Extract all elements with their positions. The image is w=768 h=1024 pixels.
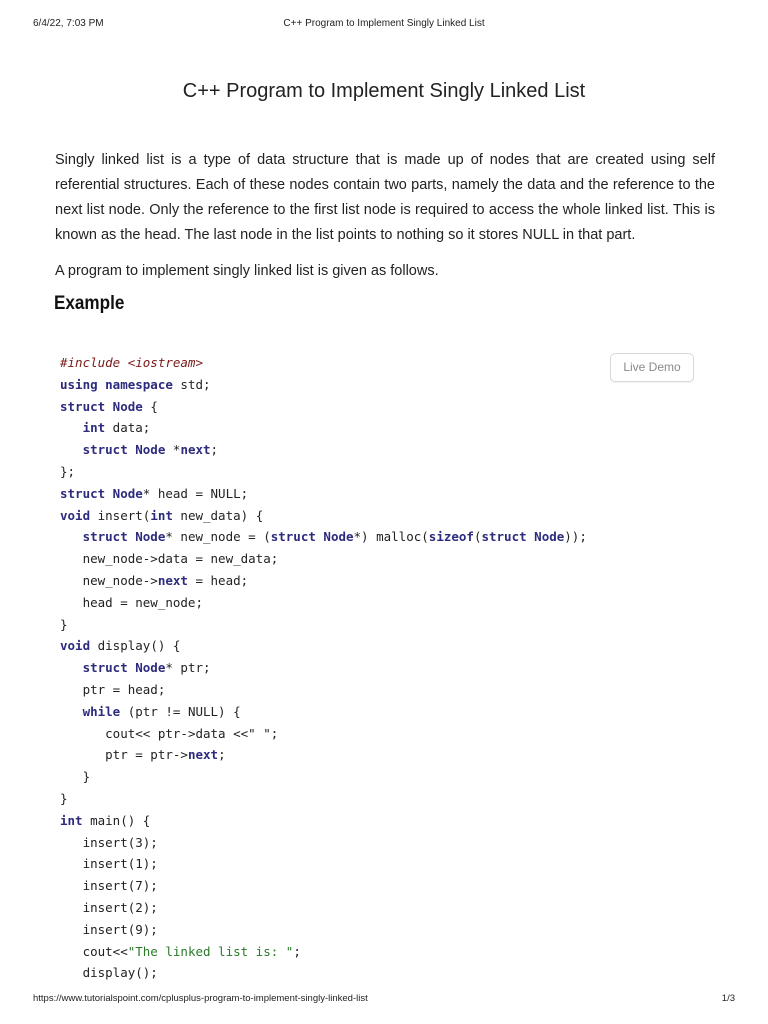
code-token: while: [82, 703, 121, 719]
code-line: [60, 548, 587, 570]
live-demo-button[interactable]: Live Demo: [610, 353, 694, 382]
code-line: [60, 396, 587, 418]
code-token: next: [157, 572, 188, 588]
code-token: int: [150, 507, 173, 523]
code-token: next: [180, 442, 211, 458]
print-datetime: 6/4/22, 7:03 PM: [33, 18, 104, 29]
code-token: ;: [218, 747, 226, 763]
code-line: [60, 352, 587, 374]
code-token: next: [187, 747, 219, 763]
code-line: [60, 897, 587, 919]
code-token: void: [60, 507, 91, 523]
print-title: C++ Program to Implement Singly Linked List: [283, 18, 485, 29]
code-token: insert(1);: [82, 856, 158, 872]
code-token: struct Node: [82, 529, 166, 545]
code-line: [60, 461, 587, 483]
code-line: [60, 962, 587, 984]
code-token: struct Node: [82, 660, 166, 676]
code-token: = head;: [187, 572, 249, 588]
code-line: [60, 832, 587, 854]
print-header: [33, 18, 735, 32]
print-footer: [33, 993, 735, 1007]
code-token: #include <iostream>: [60, 355, 203, 370]
code-line: [60, 853, 587, 875]
code-line: [60, 723, 587, 745]
code-line: [60, 374, 587, 396]
code-token: head = new_node;: [82, 594, 203, 610]
code-token: insert(2);: [82, 899, 158, 915]
code-line: [60, 439, 587, 461]
code-line: [60, 592, 587, 614]
code-line: [60, 744, 587, 766]
code-token: data;: [105, 420, 151, 436]
code-token: insert(3);: [82, 834, 158, 850]
code-token: int: [60, 812, 83, 828]
page-number: 1/3: [721, 993, 735, 1004]
code-token: * ptr;: [165, 660, 211, 676]
code-token: int: [82, 420, 106, 436]
code-line: [60, 483, 587, 505]
code-token: ;: [293, 943, 301, 959]
code-token: using namespace: [60, 376, 173, 392]
example-heading: Example: [54, 293, 125, 314]
code-token: new_node->data = new_data;: [82, 551, 279, 567]
code-token: void: [60, 638, 91, 654]
code-token: *: [165, 442, 181, 458]
code-line: [60, 810, 587, 832]
code-token: insert(9);: [82, 921, 158, 937]
code-token: std;: [172, 376, 211, 392]
code-token: display() {: [90, 638, 181, 654]
code-line: [60, 526, 587, 548]
code-token: struct Node: [481, 529, 565, 545]
code-token: main() {: [82, 812, 151, 828]
code-line: [60, 788, 587, 810]
code-token: struct Node: [270, 529, 354, 545]
page-title: C++ Program to Implement Singly Linked List: [182, 80, 586, 102]
code-line: [60, 941, 587, 963]
code-line: [60, 614, 587, 636]
code-token: sizeof: [428, 529, 474, 545]
code-token: "The linked list is: ": [127, 943, 294, 959]
code-line: [60, 701, 587, 723]
intro-paragraph: Singly linked list is a type of data structure that is made up of nodes that are created using self referential structures. Each of these nodes contain two parts, namely the data and the reference to the next list node. Only the reference to the first list node is required to access the whole linked list. This is known as the head. The last node in the list points to nothing so it stores NULL in that part.: [55, 152, 715, 243]
code-token: ptr = ptr->: [105, 747, 188, 763]
code-token: ;: [210, 442, 219, 458]
code-token: " ": [248, 725, 271, 741]
intro-paragraph-2: A program to implement singly linked list is given as follows.: [55, 263, 439, 279]
code-token: (ptr != NULL) {: [120, 703, 241, 719]
code-line: [60, 919, 587, 941]
code-token: (: [473, 529, 482, 545]
code-token: cout<< ptr->data <<: [105, 725, 249, 741]
code-block: [60, 352, 587, 984]
code-line: [60, 875, 587, 897]
code-token: };: [60, 463, 76, 479]
code-token: * new_node = (: [165, 529, 271, 545]
code-line: [60, 417, 587, 439]
code-token: }: [82, 769, 91, 785]
code-token: struct Node: [60, 398, 143, 414]
code-token: ));: [564, 529, 587, 545]
code-token: ;: [270, 725, 279, 741]
code-line: [60, 570, 587, 592]
code-line: [60, 766, 587, 788]
code-token: * head = NULL;: [142, 485, 249, 501]
code-token: new_node->: [82, 572, 158, 588]
code-line: [60, 635, 587, 657]
code-token: cout<<: [82, 943, 128, 959]
code-token: {: [142, 398, 158, 414]
code-line: [60, 657, 587, 679]
code-token: struct Node: [82, 442, 166, 458]
code-token: struct Node: [60, 485, 143, 501]
code-token: *) malloc(: [353, 529, 429, 545]
code-token: }: [60, 616, 68, 632]
code-token: }: [60, 790, 68, 806]
code-line: [60, 505, 587, 527]
code-token: insert(: [90, 507, 151, 523]
code-token: display();: [82, 965, 158, 981]
code-token: ptr = head;: [82, 681, 166, 697]
page-url: https://www.tutorialspoint.com/cplusplus-program-to-implement-singly-linked-list: [33, 993, 368, 1004]
code-line: [60, 679, 587, 701]
code-token: new_data) {: [172, 507, 264, 523]
code-token: insert(7);: [82, 878, 158, 894]
